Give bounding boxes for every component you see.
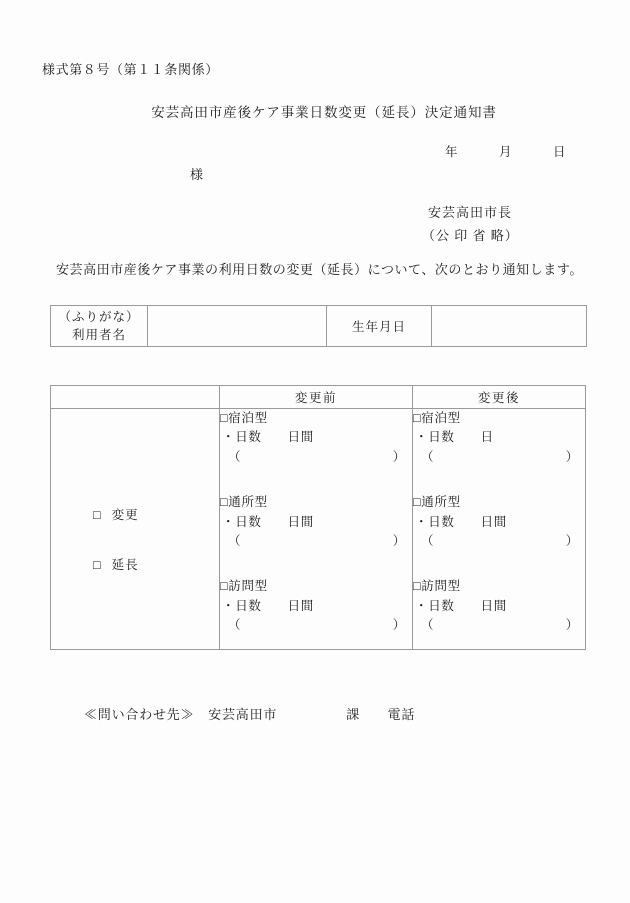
service-type-label: 通所型 — [228, 495, 268, 510]
open-paren: （ — [421, 449, 435, 464]
bullet-icon: ・ — [222, 430, 236, 445]
service-block-homevisit-after — [413, 577, 585, 635]
days-unit: 日間 — [287, 430, 315, 445]
days-unit: 日間 — [287, 598, 315, 613]
header-before-change: 変更前 — [220, 386, 413, 409]
service-days-row — [220, 597, 412, 616]
option-change-label: 変更 — [111, 508, 139, 522]
header-left-blank — [51, 386, 220, 409]
form-number: 様式第８号（第１１条関係） — [42, 62, 219, 77]
birth-date-value-cell[interactable] — [432, 306, 587, 347]
service-note-row[interactable] — [220, 532, 412, 551]
option-extension-label: 延長 — [111, 558, 139, 572]
service-type-label: 通所型 — [421, 495, 461, 510]
bullet-icon: ・ — [222, 598, 236, 613]
table-header-row — [51, 386, 586, 409]
bullet-icon: ・ — [415, 514, 429, 529]
before-change-cell — [220, 409, 413, 650]
service-days-row — [413, 428, 585, 447]
service-type-label: 宿泊型 — [228, 411, 268, 425]
date-line: 年 月 日 — [445, 145, 567, 159]
days-label: 日数 — [428, 514, 455, 529]
service-block-daycare-after — [413, 493, 585, 551]
option-extension[interactable] — [93, 555, 139, 573]
service-note-row[interactable] — [413, 532, 585, 551]
furigana-label: （ふりがな） — [58, 309, 140, 324]
user-name-label-cell — [51, 306, 148, 347]
days-unit: 日間 — [287, 514, 315, 529]
service-days-row — [413, 513, 585, 532]
service-type-row[interactable] — [413, 493, 585, 512]
checkbox-icon[interactable]: □ — [413, 411, 422, 425]
days-label: 日数 — [235, 514, 262, 529]
days-label: 日数 — [428, 598, 455, 613]
bullet-icon: ・ — [415, 430, 429, 445]
body-sentence: 安芸高田市産後ケア事業の利用日数の変更（延長）について、次のとおり通知します。 — [56, 262, 583, 277]
service-note-row[interactable] — [220, 448, 412, 467]
checkbox-icon[interactable]: □ — [220, 411, 229, 425]
service-days-row — [413, 597, 585, 616]
header-after-change: 変更後 — [413, 386, 586, 409]
service-days-row — [220, 428, 412, 447]
change-type-option-list — [93, 505, 139, 605]
service-type-row[interactable] — [220, 409, 412, 428]
service-block-daycare-before — [220, 493, 412, 551]
open-paren: （ — [228, 449, 242, 464]
birth-date-label-cell: 生年月日 — [327, 306, 432, 347]
user-name-value-cell[interactable] — [148, 306, 327, 347]
service-type-label: 宿泊型 — [421, 411, 461, 425]
open-paren: （ — [228, 533, 242, 548]
service-block-overnight-before — [220, 409, 412, 467]
after-change-cell — [413, 409, 586, 650]
service-note-row[interactable] — [220, 616, 412, 635]
checkbox-icon[interactable]: □ — [220, 495, 229, 510]
close-paren: ） — [392, 618, 406, 632]
close-paren: ） — [392, 449, 406, 464]
change-table — [50, 385, 586, 650]
user-name-label: 利用者名 — [71, 328, 126, 342]
change-type-options-cell — [51, 409, 220, 650]
service-type-row[interactable] — [220, 493, 412, 512]
checkbox-icon[interactable]: □ — [93, 558, 102, 572]
open-paren: （ — [421, 618, 435, 632]
service-days-row — [220, 513, 412, 532]
bullet-icon: ・ — [415, 598, 429, 613]
service-note-row[interactable] — [413, 616, 585, 635]
close-paren: ） — [392, 533, 406, 548]
service-block-homevisit-before — [220, 577, 412, 635]
close-paren: ） — [565, 618, 579, 632]
open-paren: （ — [228, 618, 242, 632]
footer-contact: ≪問い合わせ先≫ 安芸高田市 課 電話 — [84, 707, 416, 722]
service-type-row[interactable] — [413, 409, 585, 428]
close-paren: ） — [565, 533, 579, 548]
service-type-label: 訪問型 — [421, 579, 461, 594]
bullet-icon: ・ — [222, 514, 236, 529]
days-unit: 日間 — [480, 598, 508, 613]
days-label: 日数 — [235, 430, 262, 445]
days-label: 日数 — [235, 598, 262, 613]
recipient-honorific: 様 — [190, 167, 204, 182]
option-change[interactable] — [93, 505, 139, 523]
days-unit: 日 — [480, 430, 494, 445]
open-paren: （ — [421, 533, 435, 548]
service-block-overnight-after — [413, 409, 585, 467]
checkbox-icon[interactable]: □ — [413, 495, 422, 510]
service-type-row[interactable] — [413, 577, 585, 596]
issuer-name: 安芸高田市長 — [428, 205, 513, 220]
service-type-row[interactable] — [220, 577, 412, 596]
checkbox-icon[interactable]: □ — [413, 579, 422, 594]
service-type-label: 訪問型 — [228, 579, 268, 594]
table-row — [51, 306, 587, 347]
issuer-seal-note: （公 印 省 略） — [422, 228, 519, 243]
page-title: 安芸高田市産後ケア事業日数変更（延長）決定通知書 — [151, 105, 497, 120]
close-paren: ） — [565, 449, 579, 464]
service-note-row[interactable] — [413, 448, 585, 467]
checkbox-icon[interactable]: □ — [220, 579, 229, 594]
days-label: 日数 — [428, 430, 455, 445]
days-unit: 日間 — [480, 514, 508, 529]
user-info-table — [50, 305, 587, 347]
checkbox-icon[interactable]: □ — [93, 508, 102, 522]
table-row — [51, 409, 586, 650]
